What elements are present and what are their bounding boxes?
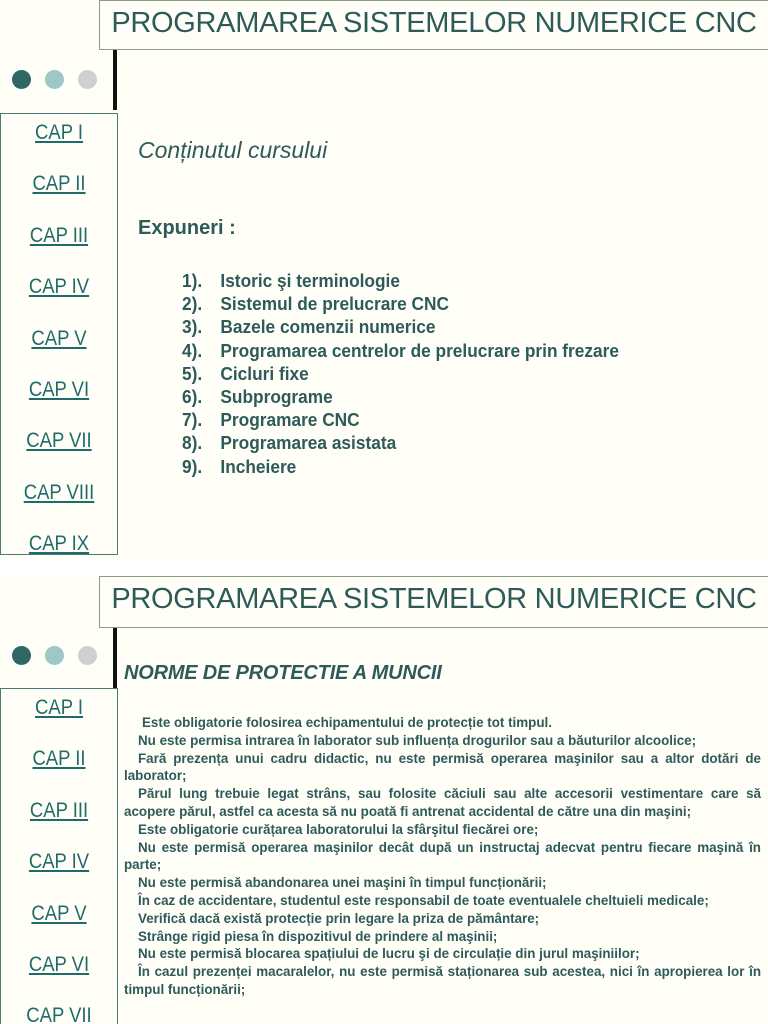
rule-paragraph: Verifică dacă există protecție prin legare la priza de pământare; xyxy=(138,910,540,926)
item-text: Bazele comenzii numerice xyxy=(220,317,436,338)
course-item xyxy=(182,409,619,432)
item-number: 8). xyxy=(182,433,203,454)
item-number: 7). xyxy=(182,410,203,431)
course-item xyxy=(182,316,619,339)
dot-icon xyxy=(45,646,64,665)
item-text: Programarea centrelor de prelucrare prin frezare xyxy=(220,340,619,361)
chapter-link[interactable]: CAP VI xyxy=(28,952,90,976)
item-text: Programare CNC xyxy=(220,410,360,431)
chapter-link[interactable]: CAP II xyxy=(32,747,86,771)
item-number: 6). xyxy=(182,386,203,407)
item-number: 5). xyxy=(182,363,203,384)
rule-paragraph: Nu este permisă blocarea spațiului de lucru şi de circulație din jurul maşiniilor; xyxy=(138,946,640,962)
dot-icon xyxy=(45,70,64,89)
course-item xyxy=(182,363,619,386)
item-text: Istoric şi terminologie xyxy=(220,271,400,291)
rule-paragraph: Părul lung trebuie legat strâns, sau folosite căciuli sau alte accesorii vestimentare care să acopere părul, astfel ca acesta să nu poată fi antrenat accidental de către una din maşini; xyxy=(124,786,761,819)
lectures-heading: Expuneri : xyxy=(138,217,236,239)
chapter-nav xyxy=(0,113,118,555)
course-list xyxy=(182,270,637,479)
slide-title: PROGRAMAREA SISTEMELOR NUMERICE CNC xyxy=(111,583,757,615)
chapter-link[interactable]: CAP II xyxy=(32,172,86,196)
title-box xyxy=(99,0,768,50)
slide-separator xyxy=(0,560,768,576)
decorative-dots xyxy=(12,646,111,670)
dot-icon xyxy=(12,70,31,89)
chapter-link[interactable]: CAP VI xyxy=(28,377,90,401)
chapter-link[interactable]: CAP V xyxy=(31,901,87,925)
dot-icon xyxy=(78,646,97,665)
chapter-link[interactable]: CAP VII xyxy=(26,429,92,453)
title-box xyxy=(99,576,768,628)
chapter-link[interactable]: CAP V xyxy=(31,326,87,350)
item-text: Incheiere xyxy=(220,456,297,477)
divider-line xyxy=(113,628,117,688)
course-item xyxy=(182,270,619,293)
rule-paragraph: Nu este permisa intrarea în laborator sub influența drogurilor sau a băuturilor alcoolice; xyxy=(138,732,697,748)
safety-rules xyxy=(124,714,761,999)
chapter-link[interactable]: CAP IV xyxy=(28,275,90,299)
decorative-dots xyxy=(12,70,111,94)
course-item xyxy=(182,456,619,479)
course-item xyxy=(182,293,619,316)
item-number: 4). xyxy=(182,340,203,361)
item-text: Subprograme xyxy=(220,386,333,407)
rule-paragraph: Strânge rigid piesa în dispozitivul de prindere al maşinii; xyxy=(138,928,498,944)
item-number: 2). xyxy=(182,294,203,315)
item-text: Sistemul de prelucrare CNC xyxy=(220,294,449,315)
dot-icon xyxy=(12,646,31,665)
chapter-link[interactable]: CAP IV xyxy=(28,850,90,874)
dot-icon xyxy=(78,70,97,89)
item-text: Programarea asistata xyxy=(220,433,397,454)
divider-line xyxy=(113,50,117,110)
item-number: 1). xyxy=(182,271,203,291)
item-number: 3). xyxy=(182,317,203,338)
chapter-link[interactable]: CAP VII xyxy=(26,1004,92,1024)
rule-paragraph: Fară prezența unui cadru didactic, nu este permisă operarea maşinilor sau a altor dotări de laborator; xyxy=(124,750,761,784)
safety-heading: NORME DE PROTECTIE A MUNCII xyxy=(124,662,442,684)
rule-paragraph: Nu este permisă abandonarea unei maşini în timpul funcționării; xyxy=(138,875,547,891)
chapter-link[interactable]: CAP IX xyxy=(28,532,90,556)
chapter-link[interactable]: CAP III xyxy=(29,798,89,822)
rule-paragraph: În cazul prezenței macaralelor, nu este permisă staționarea sub acestea, nici în apropierea lor în timpul funcționării; xyxy=(124,964,761,997)
item-text: Cicluri fixe xyxy=(220,363,309,384)
course-item xyxy=(182,432,619,455)
rule-paragraph: Este obligatorie folosirea echipamentului de protecție tot timpul. xyxy=(142,715,552,730)
rule-paragraph: Nu este permisă operarea maşinilor decât după un instructaj adecvat pentru fiecare maşină în parte; xyxy=(124,839,761,873)
item-number: 9). xyxy=(182,456,203,477)
chapter-link[interactable]: CAP I xyxy=(35,696,83,719)
chapter-link[interactable]: CAP VIII xyxy=(23,480,95,504)
content-heading: Conținutul cursului xyxy=(138,137,328,163)
rule-paragraph: Este obligatorie curățarea laboratorului la sfârşitul fiecărei ore; xyxy=(138,821,539,837)
course-item xyxy=(182,340,619,363)
chapter-link[interactable]: CAP III xyxy=(29,223,89,247)
chapter-link[interactable]: CAP I xyxy=(35,121,83,144)
course-item xyxy=(182,386,619,409)
slide-title: PROGRAMAREA SISTEMELOR NUMERICE CNC xyxy=(111,7,757,39)
chapter-nav xyxy=(0,688,118,1024)
rule-paragraph: În caz de accidentare, studentul este responsabil de toate eventualele cheltuieli medicale; xyxy=(138,892,709,908)
